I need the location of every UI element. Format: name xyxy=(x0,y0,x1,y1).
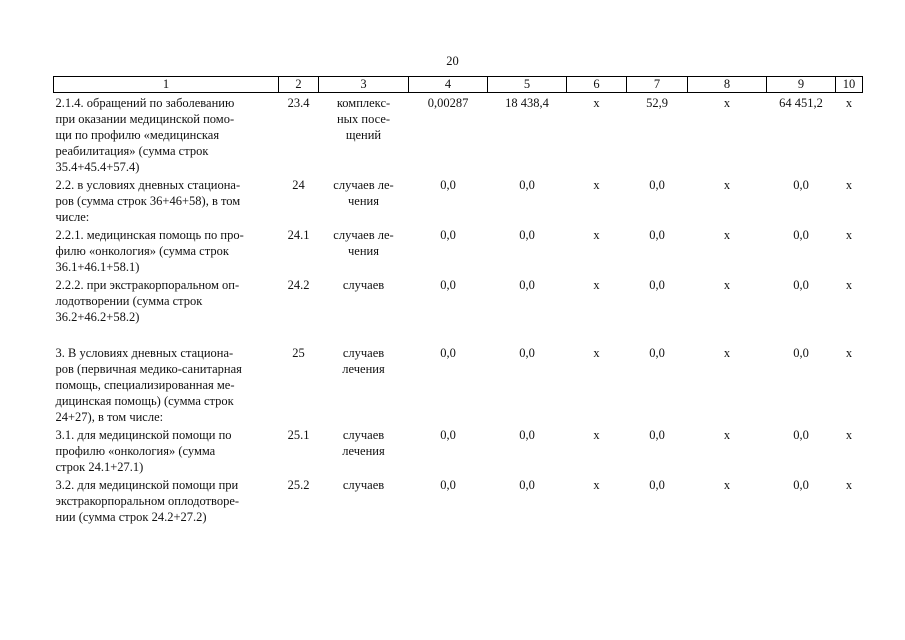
unit: комплекс- ных посе- щений xyxy=(336,96,391,142)
cell-col6: х xyxy=(593,96,600,110)
table-row xyxy=(54,275,863,325)
table-row xyxy=(54,225,863,275)
table-row xyxy=(54,343,863,425)
unit: случаев ле- чения xyxy=(333,178,394,208)
cell-col5: 0,0 xyxy=(519,478,535,492)
row-description: 3.2. для медицинской помощи при экстракорпоральном оплодотворе- нии (сумма строк 24.2+27.2) xyxy=(55,478,240,524)
column-header: 2 xyxy=(279,77,319,93)
cell-col10: х xyxy=(845,428,853,442)
cell-col4: 0,0 xyxy=(440,178,456,192)
column-header: 9 xyxy=(767,77,836,93)
column-header: 5 xyxy=(488,77,567,93)
line-code: 25 xyxy=(292,346,305,360)
line-code: 24.1 xyxy=(287,228,310,242)
column-header: 1 xyxy=(54,77,279,93)
cell-col7: 0,0 xyxy=(649,178,665,192)
cell-col9: 0,0 xyxy=(793,346,809,360)
row-description: 2.2.1. медицинская помощь по про- филю «онкология» (сумма строк 36.1+46.1+58.1) xyxy=(55,228,244,274)
row-description: 3. В условиях дневных стациона- ров (первичная медико-санитарная помощь, специализированная ме- дицинская помощь) (сумма строк 24+27), в том числе: xyxy=(55,346,242,424)
cell-col4: 0,0 xyxy=(440,278,456,292)
cell-col10: х xyxy=(845,278,853,292)
cell-col5: 0,0 xyxy=(519,178,535,192)
cell-col9: 0,0 xyxy=(793,428,809,442)
table-row xyxy=(54,175,863,225)
data-table xyxy=(53,76,863,525)
cell-col4: 0,0 xyxy=(440,346,456,360)
cell-col9: 0,0 xyxy=(793,228,809,242)
table-row xyxy=(54,475,863,525)
unit: случаев xyxy=(342,278,385,292)
column-header: 3 xyxy=(319,77,409,93)
cell-col7: 52,9 xyxy=(646,96,668,110)
cell-col5: 0,0 xyxy=(519,428,535,442)
row-description: 2.2.2. при экстракорпоральном оп- лодотворении (сумма строк 36.2+46.2+58.2) xyxy=(55,278,240,324)
cell-col7: 0,0 xyxy=(649,478,665,492)
cell-col6: х xyxy=(593,428,600,442)
table-header-row xyxy=(54,77,863,93)
cell-col5: 0,0 xyxy=(519,228,535,242)
cell-col10: х xyxy=(845,478,853,492)
cell-col7: 0,0 xyxy=(649,428,665,442)
cell-col4: 0,0 xyxy=(440,228,456,242)
row-description: 3.1. для медицинской помощи по профилю «онкология» (сумма строк 24.1+27.1) xyxy=(55,428,232,474)
line-code: 23.4 xyxy=(287,96,310,110)
column-header: 7 xyxy=(627,77,688,93)
line-code: 24.2 xyxy=(287,278,310,292)
unit: случаев лечения xyxy=(342,428,385,458)
cell-col8: х xyxy=(723,478,731,492)
cell-col4: 0,0 xyxy=(440,428,456,442)
column-header: 4 xyxy=(409,77,488,93)
cell-col5: 0,0 xyxy=(519,346,535,360)
cell-col4: 0,00287 xyxy=(427,96,469,110)
row-description: 2.1.4. обращений по заболеванию при оказании медицинской помо- щи по профилю «медицинская реабилитация» (сумма строк 35.4+45.4+57.4) xyxy=(55,96,235,174)
unit: случаев лечения xyxy=(342,346,385,376)
line-code: 25.1 xyxy=(287,428,310,442)
cell-col7: 0,0 xyxy=(649,346,665,360)
cell-col9: 0,0 xyxy=(793,278,809,292)
cell-col9: 0,0 xyxy=(793,178,809,192)
cell-col8: х xyxy=(723,346,731,360)
line-code: 24 xyxy=(292,178,305,192)
unit: случаев ле- чения xyxy=(333,228,394,258)
cell-col4: 0,0 xyxy=(440,478,456,492)
cell-col8: х xyxy=(723,428,731,442)
cell-col8: х xyxy=(723,278,731,292)
column-header: 8 xyxy=(688,77,767,93)
table-row xyxy=(54,93,863,176)
cell-col6: х xyxy=(593,278,600,292)
table-row xyxy=(54,425,863,475)
cell-col6: х xyxy=(593,478,600,492)
cell-col8: х xyxy=(723,228,731,242)
column-header: 6 xyxy=(567,77,627,93)
cell-col8: х xyxy=(723,178,731,192)
cell-col9: 0,0 xyxy=(793,478,809,492)
unit: случаев xyxy=(342,478,385,492)
cell-col8: х xyxy=(723,96,731,110)
column-header: 10 xyxy=(836,77,863,93)
spacer-row xyxy=(54,325,863,343)
cell-col9: 64 451,2 xyxy=(779,96,823,110)
cell-col6: х xyxy=(593,346,600,360)
cell-col10: х xyxy=(845,346,853,360)
cell-col10: х xyxy=(845,96,853,110)
cell-col10: х xyxy=(845,178,853,192)
cell-col6: х xyxy=(593,178,600,192)
cell-col5: 0,0 xyxy=(519,278,535,292)
cell-col5: 18 438,4 xyxy=(505,96,549,110)
row-description: 2.2. в условиях дневных стациона- ров (сумма строк 36+46+58), в том числе: xyxy=(55,178,241,224)
cell-col7: 0,0 xyxy=(649,228,665,242)
cell-col10: х xyxy=(845,228,853,242)
cell-col6: х xyxy=(593,228,600,242)
line-code: 25.2 xyxy=(287,478,310,492)
cell-col7: 0,0 xyxy=(649,278,665,292)
page-number: 20 xyxy=(446,54,459,68)
